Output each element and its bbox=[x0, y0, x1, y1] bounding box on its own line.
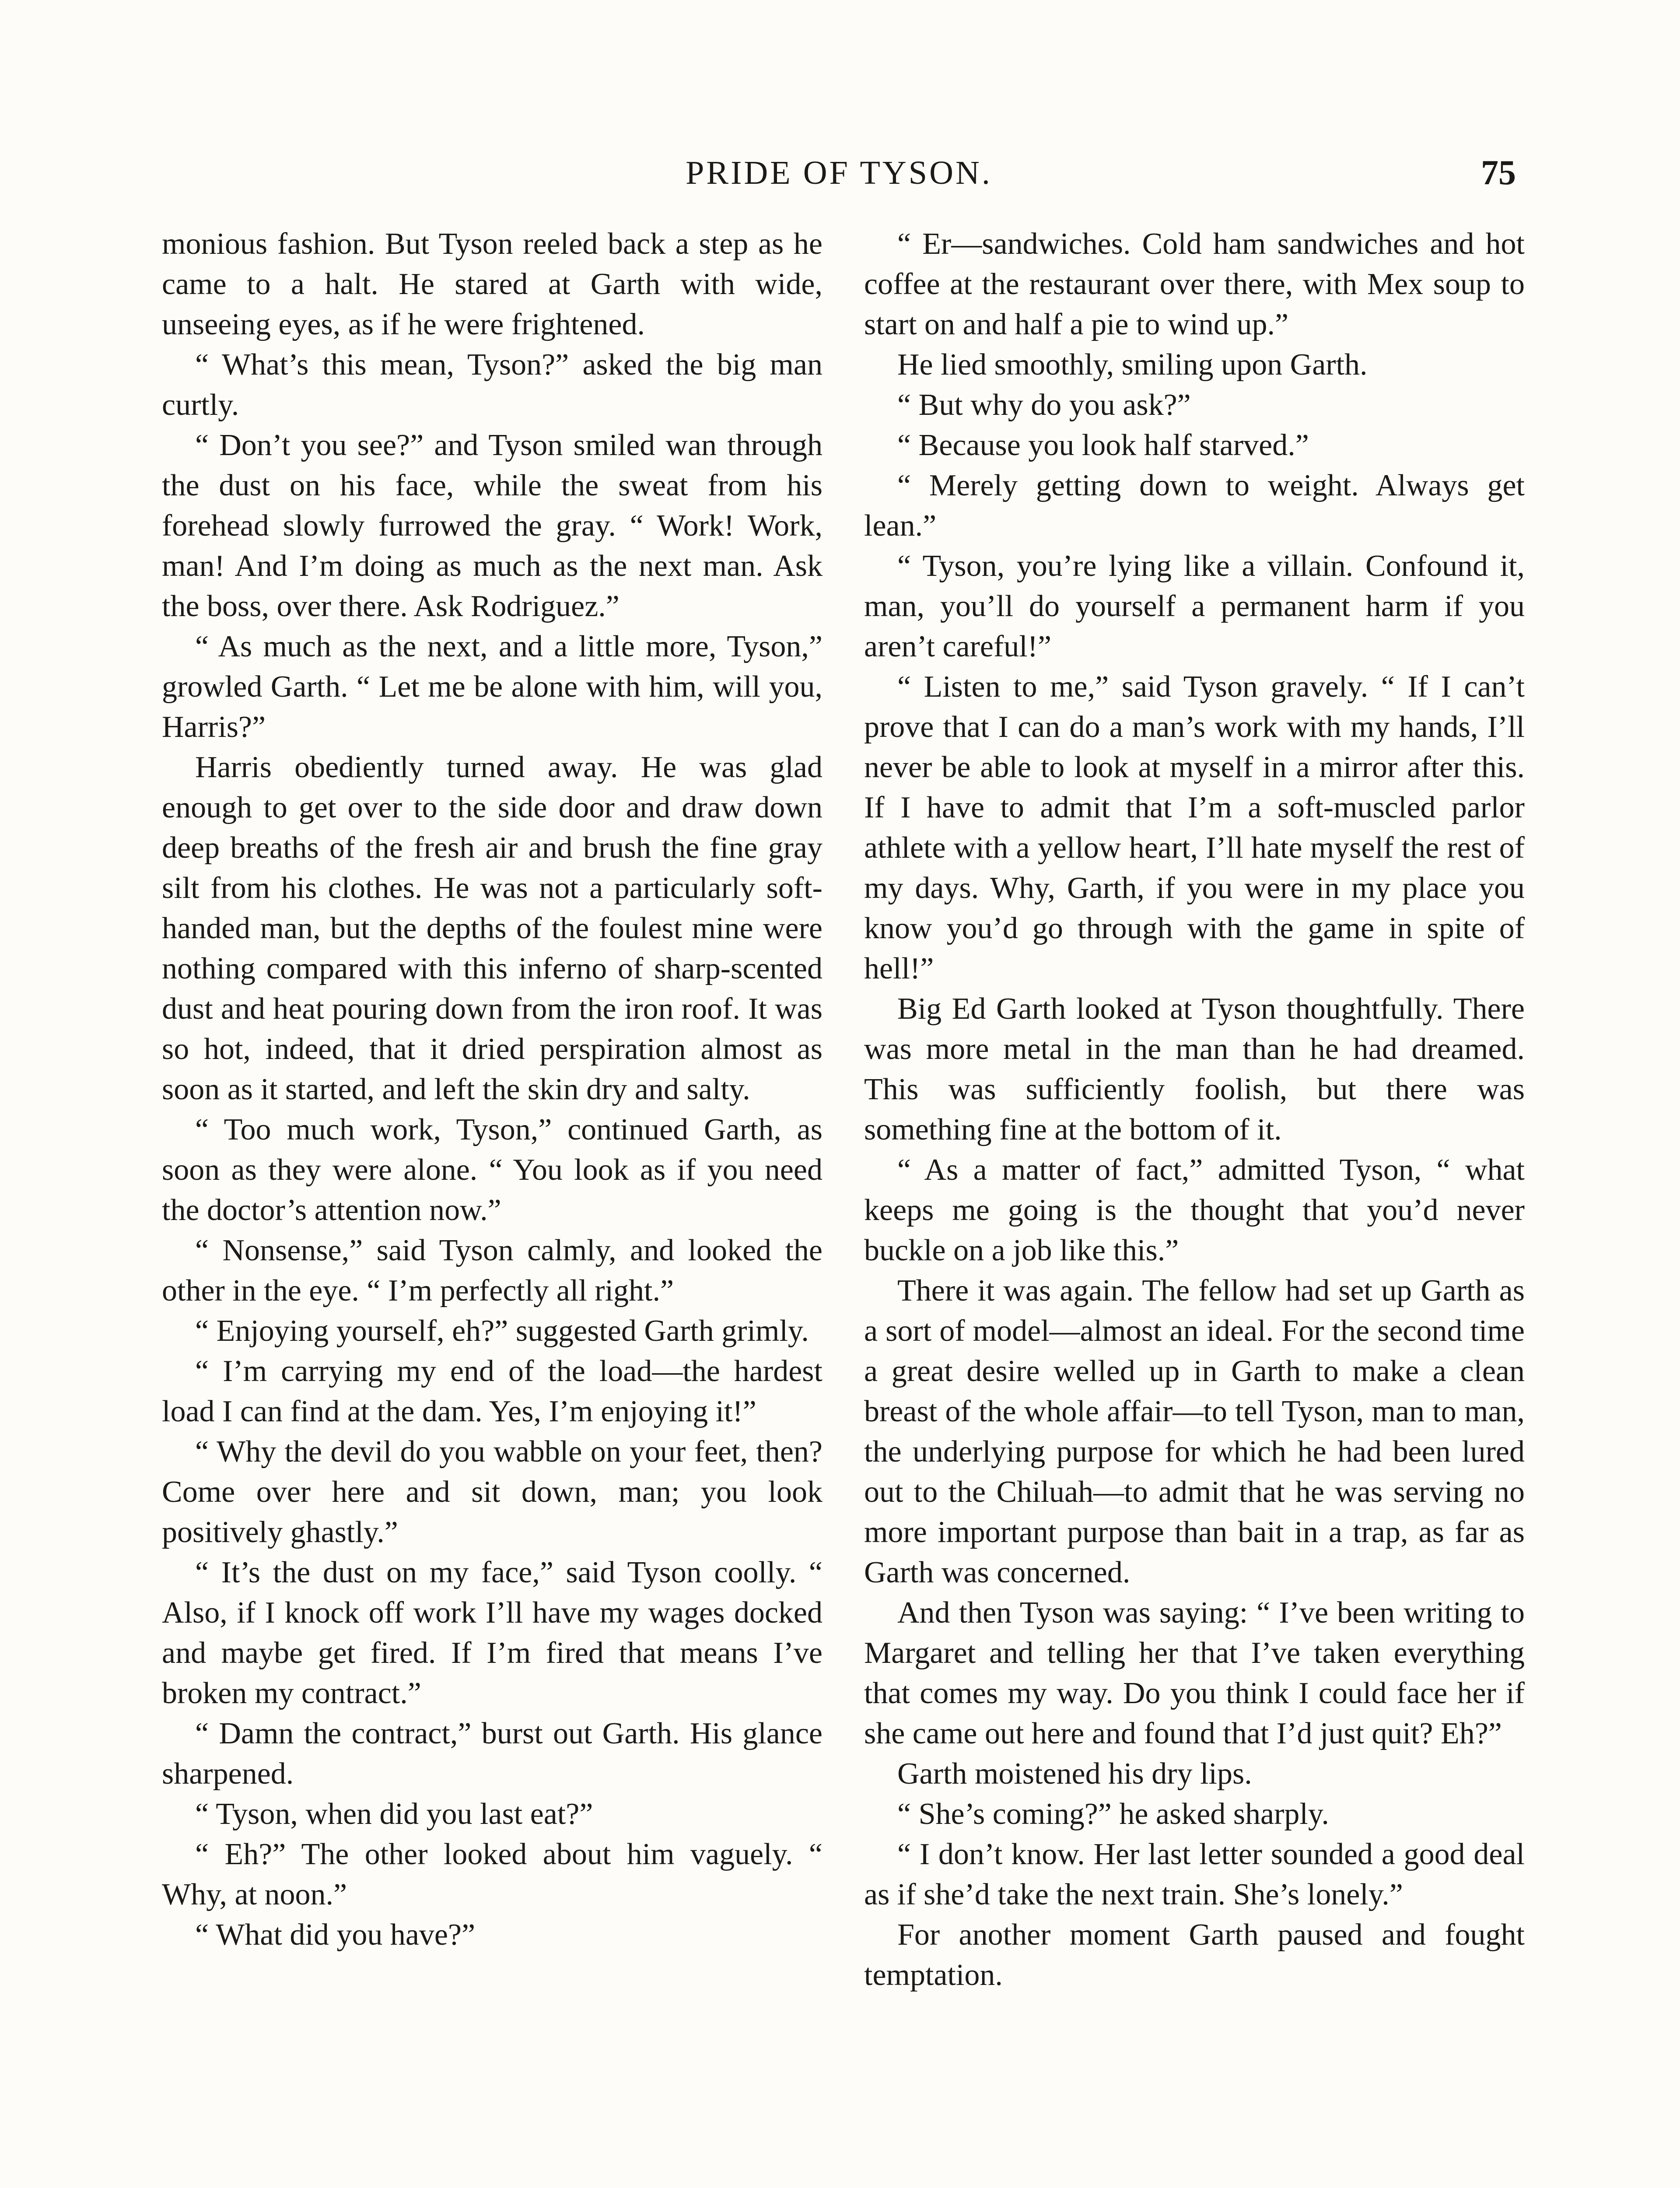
paragraph: “ But why do you ask?” bbox=[897, 388, 1191, 422]
paragraph: “ I don’t know. Her last letter sounded a good deal as if she’d take the next train. She’s lonely.” bbox=[864, 1837, 1525, 1911]
paragraph: “ Listen to me,” said Tyson gravely. “ If I can’t prove that I can do a man’s work with my hands, I’ll never be able to look at myself in a mirror after this. If I have to admit that I’m a soft-muscled parlor athlete with a yellow heart, I’ll hate myself the rest of my days. Why, Garth, if you were in my place you know you’d go through with the game in spite of hell!” bbox=[864, 670, 1525, 985]
paragraph: “ Nonsense,” said Tyson calmly, and looked the other in the eye. “ I’m perfectly all right.” bbox=[162, 1234, 822, 1308]
paragraph: “ Tyson, when did you last eat?” bbox=[195, 1797, 593, 1831]
paragraph: “ Why the devil do you wabble on your feet, then? Come over here and sit down, man; you look positively ghastly.” bbox=[162, 1435, 822, 1549]
paragraph: Big Ed Garth looked at Tyson thoughtfully. There was more metal in the man than he had dreamed. This was sufficiently foolish, but there was something fine at the bottom of it. bbox=[864, 992, 1525, 1147]
paragraph: “ Don’t you see?” and Tyson smiled wan through the dust on his face, while the sweat from his forehead slowly furrowed the gray. “ Work! Work, man! And I’m doing as much as the next man. Ask the boss, over there. Ask Rodriguez.” bbox=[162, 428, 822, 623]
paragraph: “ What’s this mean, Tyson?” asked the big man curtly. bbox=[162, 348, 822, 422]
running-head bbox=[162, 149, 1516, 206]
paragraph: “ As much as the next, and a little more, Tyson,” growled Garth. “ Let me be alone with him, will you, Harris?” bbox=[162, 630, 822, 744]
paragraph: Harris obediently turned away. He was glad enough to get over to the side door and draw down deep breaths of the fresh air and brush the fine gray silt from his clothes. He was not a particularly soft-handed man, but the depths of the foulest mine were nothing compared with this inferno of sharp-scented dust and heat pouring down from the iron roof. It was so hot, indeed, that it dried perspiration almost as soon as it started, and left the skin dry and salty. bbox=[162, 750, 822, 1106]
paragraph: “ It’s the dust on my face,” said Tyson coolly. “ Also, if I knock off work I’ll have my wages docked and maybe get fired. If I’m fired that means I’ve broken my contract.” bbox=[162, 1556, 822, 1710]
paragraph: “ Because you look half starved.” bbox=[897, 428, 1309, 462]
paragraph: “ She’s coming?” he asked sharply. bbox=[897, 1797, 1329, 1831]
text-column-right bbox=[864, 224, 1525, 1995]
paragraph: “ Tyson, you’re lying like a villain. Confound it, man, you’ll do yourself a permanent harm if you aren’t careful!” bbox=[864, 549, 1525, 663]
paragraph: And then Tyson was saying: “ I’ve been writing to Margaret and telling her that I’ve taken everything that comes my way. Do you think I could face her if she came out here and found that I’d just quit? Eh?” bbox=[864, 1596, 1525, 1750]
paragraph: “ As a matter of fact,” admitted Tyson, “ what keeps me going is the thought that you’d never buckle on a job like this.” bbox=[864, 1153, 1525, 1267]
paragraph: monious fashion. But Tyson reeled back a step as he came to a halt. He stared at Garth with wide, unseeing eyes, as if he were frightened. bbox=[162, 227, 822, 341]
paragraph: There it was again. The fellow had set up Garth as a sort of model—almost an ideal. For the second time a great desire welled up in Garth to make a clean breast of the whole affair—to tell Tyson, man to man, the underlying purpose for which he had been lured out to the Chiluah—to admit that he was serving no more important purpose than bait in a trap, as far as Garth was concerned. bbox=[864, 1274, 1525, 1589]
paragraph: “ Merely getting down to weight. Always get lean.” bbox=[864, 469, 1525, 543]
paragraph: For another moment Garth paused and fought temptation. bbox=[864, 1918, 1525, 1992]
text-column-left bbox=[162, 224, 822, 1955]
paragraph: “ I’m carrying my end of the load—the hardest load I can find at the dam. Yes, I’m enjoying it!” bbox=[162, 1354, 822, 1428]
paragraph: “ Too much work, Tyson,” continued Garth, as soon as they were alone. “ You look as if you need the doctor’s attention now.” bbox=[162, 1113, 822, 1227]
page-number: 75 bbox=[1481, 154, 1516, 192]
paragraph: “ What did you have?” bbox=[195, 1918, 476, 1952]
paragraph: He lied smoothly, smiling upon Garth. bbox=[897, 348, 1368, 382]
paragraph: Garth moistened his dry lips. bbox=[897, 1757, 1252, 1791]
paragraph: “ Er—sandwiches. Cold ham sandwiches and hot coffee at the restaurant over there, with Mex soup to start on and half a pie to wind up.” bbox=[864, 227, 1525, 341]
paragraph: “ Damn the contract,” burst out Garth. His glance sharpened. bbox=[162, 1717, 822, 1791]
chapter-title: PRIDE OF TYSON. bbox=[686, 154, 992, 191]
paragraph: “ Enjoying yourself, eh?” suggested Garth grimly. bbox=[195, 1314, 809, 1348]
paragraph: “ Eh?” The other looked about him vaguely. “ Why, at noon.” bbox=[162, 1837, 822, 1911]
